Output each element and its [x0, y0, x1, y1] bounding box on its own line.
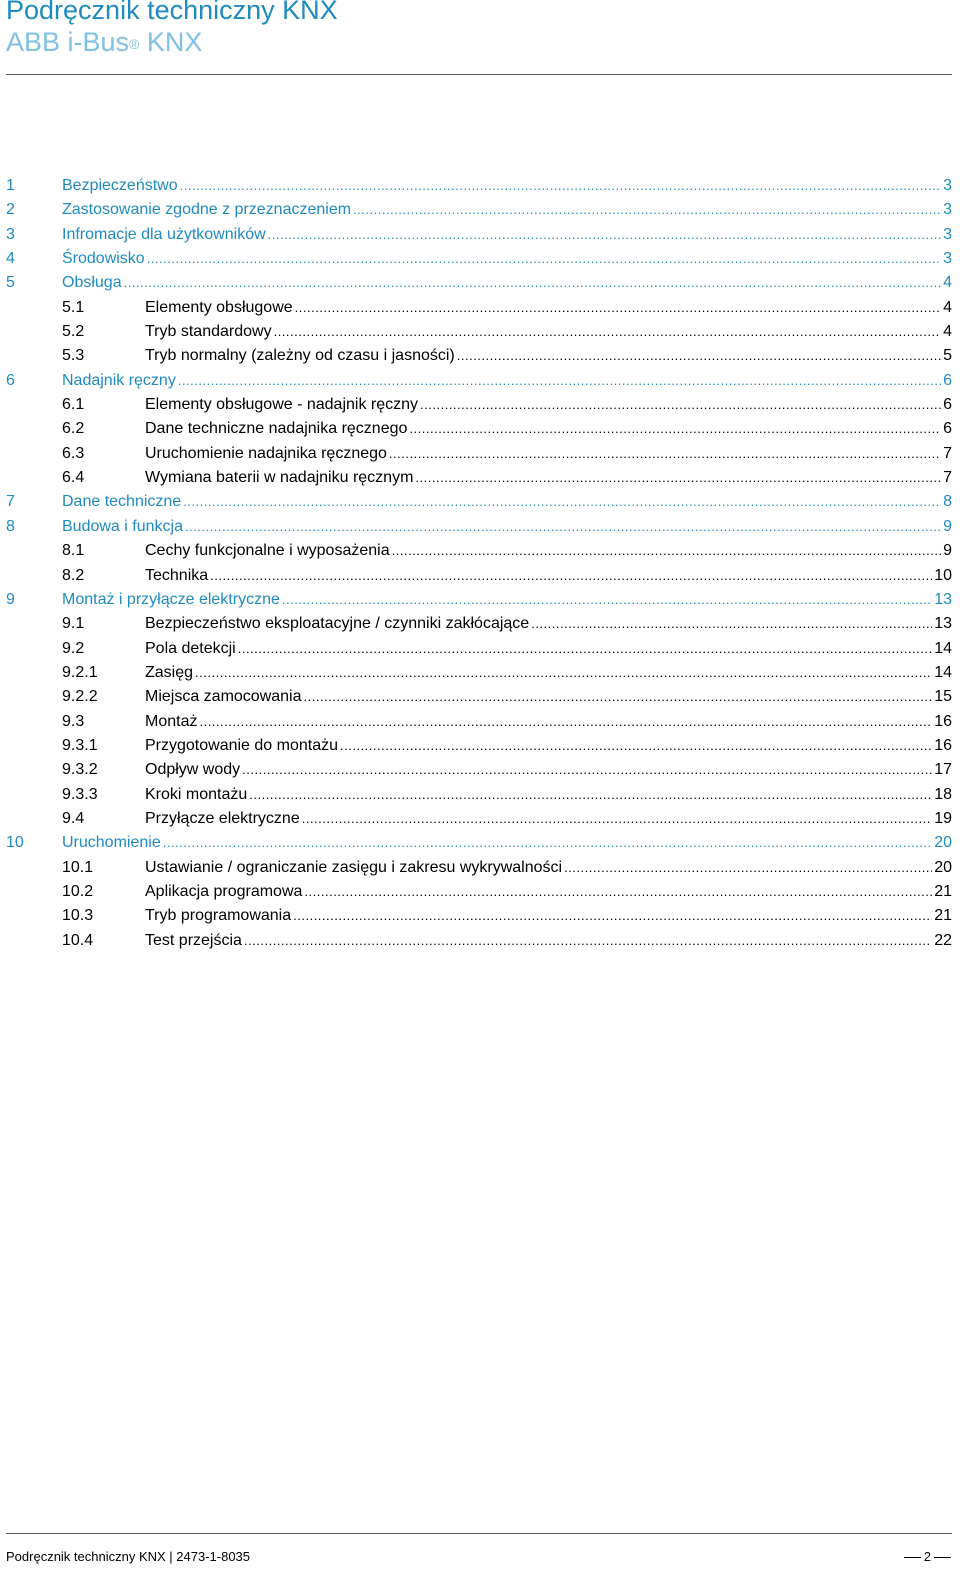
toc-entry-title[interactable]: Uruchomienie [62, 834, 161, 852]
document-subtitle [6, 26, 952, 58]
toc-entry-line [145, 710, 952, 734]
toc-entry-page[interactable]: 6 [943, 371, 952, 389]
toc-dot-leader [392, 539, 942, 563]
toc-entry-line [145, 904, 952, 928]
toc-entry-page[interactable]: 14 [934, 663, 952, 681]
toc-entry-line [62, 271, 952, 295]
toc-entry-number: 6.3 [62, 444, 85, 462]
toc-entry-page[interactable]: 3 [943, 225, 952, 243]
toc-entry-number: 5.1 [62, 298, 85, 316]
toc-entry[interactable] [0, 466, 960, 490]
toc-entry-number: 9.4 [62, 809, 85, 827]
page-dash-before [904, 1557, 921, 1558]
toc-dot-leader [180, 174, 941, 198]
toc-entry[interactable] [0, 539, 960, 563]
footer-page-indicator [904, 1549, 951, 1565]
toc-entry-line [145, 344, 952, 368]
toc-entry[interactable] [0, 758, 960, 782]
footer-document-info: Podręcznik techniczny KNX | 2473-1-8035 [6, 1549, 251, 1564]
toc-entry-title[interactable]: Elementy obsługowe [145, 298, 293, 316]
toc-entry-page[interactable]: 20 [934, 858, 952, 876]
toc-entry-number: 10.4 [62, 931, 94, 949]
toc-entry[interactable] [0, 612, 960, 636]
toc-entry-page[interactable]: 4 [943, 274, 952, 292]
toc-entry-number: 9.2.2 [62, 688, 98, 706]
toc-dot-leader [302, 807, 932, 831]
toc-entry-page[interactable]: 22 [934, 931, 952, 949]
toc-entry-page[interactable]: 4 [943, 323, 952, 341]
toc-entry-line [62, 831, 952, 855]
table-of-contents [0, 174, 960, 953]
toc-entry[interactable] [0, 710, 960, 734]
toc-entry-number: 1 [6, 177, 15, 194]
toc-entry-line [62, 174, 952, 198]
toc-entry-page[interactable]: 4 [943, 298, 952, 316]
toc-entry-line [145, 661, 952, 685]
toc-dot-leader [304, 685, 933, 709]
toc-entry-number: 6.1 [62, 396, 85, 414]
toc-entry-number: 6.2 [62, 420, 85, 438]
toc-entry[interactable] [0, 515, 960, 539]
document-title: Podręcznik techniczny KNX [6, 0, 338, 25]
document-header [6, 0, 952, 58]
toc-dot-leader [268, 223, 941, 247]
toc-entry-number: 8.2 [62, 566, 85, 584]
toc-entry-line [145, 296, 952, 320]
toc-entry-line [145, 807, 952, 831]
toc-dot-leader [183, 490, 941, 514]
toc-entry-line [145, 880, 952, 904]
toc-dot-leader [304, 880, 932, 904]
toc-entry-page[interactable]: 9 [943, 542, 952, 560]
toc-dot-leader [242, 758, 932, 782]
toc-entry-page[interactable]: 17 [934, 761, 952, 779]
toc-entry[interactable] [0, 344, 960, 368]
toc-entry-line [145, 637, 952, 661]
toc-entry-line [62, 588, 952, 612]
toc-dot-leader [293, 904, 932, 928]
toc-entry-line [62, 247, 952, 271]
toc-entry-number: 9.3.1 [62, 736, 98, 754]
toc-entry-number: 10 [6, 834, 24, 852]
toc-entry-title[interactable]: Ustawianie / ograniczanie zasięgu i zakresu wykrywalności [145, 858, 563, 876]
toc-entry-title[interactable]: Pola detekcji [145, 639, 236, 657]
toc-entry-number: 9.3.3 [62, 785, 98, 803]
toc-entry-line [145, 393, 952, 417]
toc-entry-line [145, 856, 952, 880]
toc-dot-leader [147, 247, 941, 271]
toc-entry-title[interactable]: Tryb standardowy [145, 323, 272, 341]
toc-dot-leader [531, 612, 932, 636]
toc-entry-title[interactable]: Przygotowanie do montażu [145, 736, 338, 754]
toc-entry-title[interactable]: Tryb programowania [145, 907, 292, 925]
toc-entry-title[interactable]: Przyłącze elektryczne [145, 809, 300, 827]
toc-entry-title[interactable]: Test przejścia [145, 931, 242, 949]
toc-entry-number: 9.3.2 [62, 761, 98, 779]
toc-entry-page[interactable]: 21 [934, 907, 952, 925]
toc-entry-page[interactable]: 15 [934, 688, 952, 706]
toc-dot-leader [340, 734, 932, 758]
toc-entry[interactable] [0, 198, 960, 222]
toc-entry-page[interactable]: 8 [943, 493, 952, 511]
toc-entry-line [145, 564, 952, 588]
toc-entry[interactable] [0, 588, 960, 612]
toc-dot-leader [420, 393, 941, 417]
toc-entry-title[interactable]: Montaż i przyłącze elektryczne [62, 590, 280, 608]
toc-entry-line [62, 198, 952, 222]
page-dash-after [934, 1557, 951, 1558]
toc-entry-line [62, 490, 952, 514]
toc-entry-line [145, 685, 952, 709]
toc-entry-title[interactable]: Odpływ wody [145, 761, 241, 779]
toc-entry-title[interactable]: Obsługa [62, 274, 122, 292]
toc-entry[interactable] [0, 490, 960, 514]
toc-entry-page[interactable]: 18 [934, 785, 952, 803]
toc-entry-title[interactable]: Budowa i funkcja [62, 517, 183, 535]
toc-entry-line [62, 223, 952, 247]
toc-entry[interactable] [0, 442, 960, 466]
header-divider [6, 74, 952, 75]
footer-page-number: 2 [923, 1549, 931, 1564]
toc-dot-leader [195, 661, 932, 685]
toc-entry-page[interactable]: 5 [943, 347, 952, 365]
toc-entry-page[interactable]: 13 [934, 590, 952, 608]
toc-entry-number: 3 [6, 225, 15, 243]
toc-entry-title[interactable]: Uruchomienie nadajnika ręcznego [145, 444, 387, 462]
toc-entry-title[interactable]: Technika [145, 566, 209, 584]
toc-entry-line [145, 929, 952, 953]
toc-entry-line [145, 783, 952, 807]
toc-dot-leader [185, 515, 941, 539]
toc-entry-title[interactable]: Dane techniczne [62, 493, 182, 511]
toc-entry[interactable] [0, 783, 960, 807]
toc-dot-leader [199, 710, 932, 734]
toc-entry-number: 6 [6, 371, 15, 389]
toc-entry-page[interactable]: 16 [934, 736, 952, 754]
toc-entry-number: 4 [6, 250, 15, 268]
toc-entry[interactable] [0, 929, 960, 953]
toc-entry-title[interactable]: Dane techniczne nadajnika ręcznego [145, 420, 408, 438]
footer-divider [6, 1533, 952, 1534]
toc-entry[interactable] [0, 247, 960, 271]
toc-dot-leader [457, 344, 941, 368]
toc-entry-title[interactable]: Wymiana baterii w nadajniku ręcznym [145, 469, 414, 487]
toc-dot-leader [244, 929, 932, 953]
toc-entry-number: 9.1 [62, 615, 85, 633]
toc-entry-number: 5.2 [62, 323, 85, 341]
toc-entry-page[interactable]: 3 [943, 250, 952, 268]
toc-entry-number: 8.1 [62, 542, 85, 560]
subtitle-suffix: KNX [139, 27, 203, 57]
toc-dot-leader [353, 198, 941, 222]
toc-dot-leader [124, 271, 942, 295]
toc-dot-leader [295, 296, 941, 320]
toc-entry-title[interactable]: Tryb normalny (zależny od czasu i jasności) [145, 347, 455, 365]
toc-dot-leader [274, 320, 942, 344]
toc-entry-page[interactable]: 3 [943, 201, 952, 219]
toc-entry[interactable] [0, 393, 960, 417]
toc-entry[interactable] [0, 734, 960, 758]
toc-entry-line [145, 442, 952, 466]
toc-entry-title[interactable]: Bezpieczeństwo [62, 177, 178, 194]
toc-entry-title[interactable]: Środowisko [62, 250, 145, 268]
toc-entry[interactable] [0, 831, 960, 855]
toc-dot-leader [415, 466, 941, 490]
toc-entry[interactable] [0, 685, 960, 709]
toc-entry-page[interactable]: 21 [934, 882, 952, 900]
toc-entry-number: 6.4 [62, 469, 85, 487]
toc-entry-line [145, 320, 952, 344]
toc-entry[interactable] [0, 856, 960, 880]
toc-entry[interactable] [0, 174, 960, 198]
toc-dot-leader [210, 564, 932, 588]
toc-entry[interactable] [0, 661, 960, 685]
toc-entry[interactable] [0, 904, 960, 928]
toc-entry-title[interactable]: Infromacje dla użytkowników [62, 225, 266, 243]
toc-entry[interactable] [0, 369, 960, 393]
toc-entry-page[interactable]: 10 [934, 566, 952, 584]
toc-entry-title[interactable]: Miejsca zamocowania [145, 688, 302, 706]
toc-entry-page[interactable]: 19 [934, 809, 952, 827]
toc-entry-title[interactable]: Kroki montażu [145, 785, 248, 803]
toc-entry-title[interactable]: Zastosowanie zgodne z przeznaczeniem [62, 201, 352, 219]
toc-entry-line [145, 539, 952, 563]
toc-entry[interactable] [0, 880, 960, 904]
toc-entry[interactable] [0, 223, 960, 247]
toc-entry-number: 5.3 [62, 347, 85, 365]
toc-dot-leader [249, 783, 932, 807]
toc-entry-title[interactable]: Aplikacja programowa [145, 882, 303, 900]
toc-entry-page[interactable]: 16 [934, 712, 952, 730]
toc-entry[interactable] [0, 271, 960, 295]
toc-entry-page[interactable]: 14 [934, 639, 952, 657]
toc-entry-page[interactable]: 9 [943, 517, 952, 535]
toc-dot-leader [178, 369, 941, 393]
toc-entry-title[interactable]: Elementy obsługowe - nadajnik ręczny [145, 396, 419, 414]
toc-entry[interactable] [0, 320, 960, 344]
toc-dot-leader [409, 417, 941, 441]
toc-entry-page[interactable]: 20 [934, 834, 952, 852]
toc-entry-page[interactable]: 3 [943, 177, 952, 194]
toc-entry-number: 7 [6, 493, 15, 511]
toc-entry-number: 9.2.1 [62, 663, 98, 681]
toc-entry-title[interactable]: Bezpieczeństwo eksploatacyjne / czynniki zakłócające [145, 615, 530, 633]
subtitle-brand: ABB i-Bus [6, 27, 130, 57]
toc-entry-number: 10.1 [62, 858, 94, 876]
registered-mark: ® [129, 36, 140, 52]
toc-entry-page[interactable]: 7 [943, 444, 952, 462]
toc-entry-line [145, 758, 952, 782]
toc-entry-number: 2 [6, 201, 15, 219]
toc-entry-page[interactable]: 6 [943, 420, 952, 438]
toc-entry-line [145, 612, 952, 636]
toc-dot-leader [238, 637, 932, 661]
toc-entry-line [145, 417, 952, 441]
toc-entry-page[interactable]: 13 [934, 615, 952, 633]
toc-entry-page[interactable]: 6 [943, 396, 952, 414]
toc-entry-number: 10.3 [62, 907, 94, 925]
toc-entry-number: 9.2 [62, 639, 85, 657]
toc-entry-number: 10.2 [62, 882, 94, 900]
toc-dot-leader [389, 442, 941, 466]
toc-entry-line [145, 734, 952, 758]
toc-dot-leader [282, 588, 932, 612]
toc-dot-leader [163, 831, 932, 855]
toc-entry-title[interactable]: Nadajnik ręczny [62, 371, 176, 389]
toc-entry-line [145, 466, 952, 490]
toc-entry-page[interactable]: 7 [943, 469, 952, 487]
toc-entry[interactable] [0, 417, 960, 441]
toc-entry[interactable] [0, 637, 960, 661]
toc-entry[interactable] [0, 564, 960, 588]
toc-entry-title[interactable]: Zasięg [145, 663, 194, 681]
toc-entry[interactable] [0, 296, 960, 320]
toc-entry[interactable] [0, 807, 960, 831]
toc-entry-title[interactable]: Cechy funkcjonalne i wyposażenia [145, 542, 390, 560]
toc-entry-line [62, 515, 952, 539]
toc-entry-number: 9.3 [62, 712, 85, 730]
toc-entry-number: 8 [6, 517, 15, 535]
toc-entry-number: 9 [6, 590, 15, 608]
toc-entry-line [62, 369, 952, 393]
toc-entry-title[interactable]: Montaż [145, 712, 198, 730]
toc-entry-number: 5 [6, 274, 15, 292]
toc-dot-leader [564, 856, 932, 880]
